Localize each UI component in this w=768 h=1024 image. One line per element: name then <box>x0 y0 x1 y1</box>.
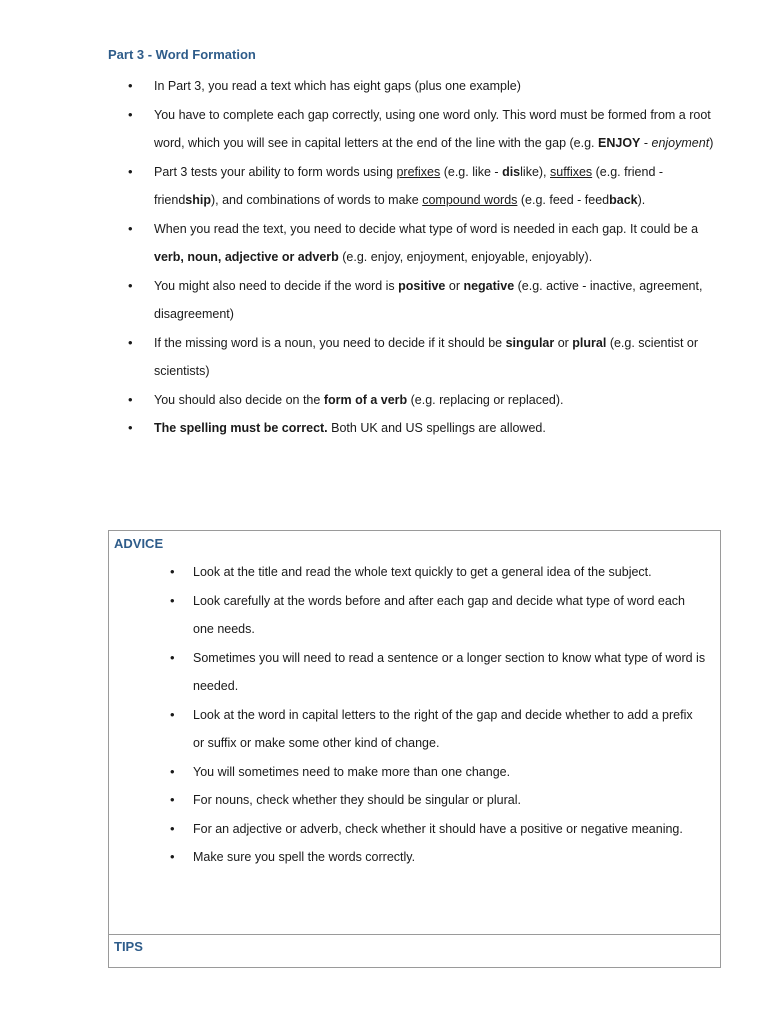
section-title: Part 3 - Word Formation <box>108 47 256 62</box>
bullet-text: like), <box>520 164 551 179</box>
list-item: • For an adjective or adverb, check whether it should have a positive or negative meaning. <box>167 815 707 844</box>
bullet-text: ), and combinations of words to make <box>210 193 423 207</box>
suffixes-term: suffixes <box>550 164 593 179</box>
advice-heading: ADVICE <box>114 536 164 551</box>
bullet-text: or <box>445 278 464 293</box>
list-item <box>120 72 730 101</box>
bullet-text: (e.g. active - inactive, agreement, disagreement) <box>154 278 703 321</box>
list-item: • Make sure you spell the words correctly. <box>167 843 707 872</box>
list-item: • You will sometimes need to make more than one change. <box>167 758 707 787</box>
bullet-text: You should also decide on the <box>154 392 324 407</box>
bullet-text: When you read the text, you need to decide what type of word is needed in each gap. It could be a <box>154 221 699 236</box>
list-item <box>120 414 730 443</box>
list-item <box>120 215 730 272</box>
list-item <box>120 386 730 415</box>
tips-heading: TIPS <box>114 939 143 954</box>
bullet-text: (e.g. like - <box>440 164 503 179</box>
spelling-rule: The spelling must be correct. <box>154 421 328 435</box>
positive-term: positive <box>398 278 446 293</box>
compound-words-term: compound words <box>422 193 518 207</box>
bullet-text: (e.g. replacing or replaced). <box>407 392 564 407</box>
list-item: • Look carefully at the words before and after each gap and decide what type of word each one needs. <box>167 587 707 644</box>
negative-term: negative <box>463 278 515 293</box>
bullet-text: (e.g. enjoy, enjoyment, enjoyable, enjoyably). <box>338 250 593 264</box>
list-item: • For nouns, check whether they should be singular or plural. <box>167 786 707 815</box>
prefixes-term: prefixes <box>396 164 441 179</box>
plural-term: plural <box>572 335 607 350</box>
bullet-text: (e.g. friend - friend <box>154 164 664 207</box>
bullet-text: (e.g. feed - feed <box>517 193 610 207</box>
list-item <box>120 329 730 386</box>
advice-table <box>108 530 721 968</box>
bullet-text: Both UK and US spellings are allowed. <box>327 421 546 435</box>
tips-row <box>109 934 720 954</box>
prefix-example: dis <box>502 164 521 179</box>
list-item: • Look at the title and read the whole text quickly to get a general idea of the subject. <box>167 558 707 587</box>
singular-term: singular <box>505 335 555 350</box>
advice-list <box>167 558 707 872</box>
verb-form-term: form of a verb <box>323 392 408 407</box>
list-item <box>120 101 730 158</box>
formed-word-example: enjoyment <box>651 136 710 150</box>
bullet-text: In Part 3, you read a text which has eight gaps (plus one example) <box>154 79 521 93</box>
bullet-text: You might also need to decide if the word is <box>154 278 399 293</box>
bullet-text: or <box>554 335 573 350</box>
list-item: • Look at the word in capital letters to the right of the gap and decide whether to add a prefix or suffix or make some other kind of change. <box>167 701 707 758</box>
list-item <box>120 272 730 329</box>
bullet-text: ). <box>637 193 646 207</box>
word-types: verb, noun, adjective or adverb <box>154 250 339 264</box>
compound-example: back <box>609 193 638 207</box>
bullet-text: Part 3 tests your ability to form words using <box>154 164 397 179</box>
root-word-example: ENJOY <box>598 136 641 150</box>
bullet-text: (e.g. scientist or scientists) <box>154 335 699 378</box>
instructions-list <box>120 72 730 443</box>
list-item: • Sometimes you will need to read a sentence or a longer section to know what type of word is needed. <box>167 644 707 701</box>
separator: - <box>640 136 652 150</box>
suffix-example: ship <box>185 193 211 207</box>
bullet-text: You have to complete each gap correctly, using one word only. This word must be formed from a root word, which you will see in capital letters at the end of the line with the gap (e.g. <box>154 107 711 150</box>
list-item <box>120 158 730 215</box>
closing-paren: ) <box>709 136 714 150</box>
bullet-text: If the missing word is a noun, you need to decide if it should be <box>154 335 506 350</box>
